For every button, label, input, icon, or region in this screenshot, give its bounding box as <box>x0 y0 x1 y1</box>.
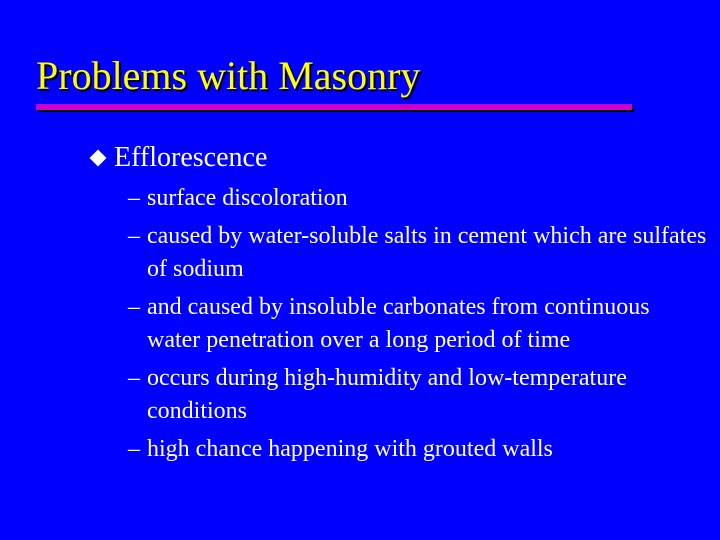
subitem-text: occurs during high-humidity and low-temperature conditions <box>147 364 627 424</box>
subitem <box>128 291 708 358</box>
subitem <box>128 362 708 429</box>
subitem-text: and caused by insoluble carbonates from continuous water penetration over a long period of time <box>147 293 650 353</box>
subitem-list <box>128 182 708 470</box>
subitem <box>128 220 708 287</box>
dash-icon: – <box>128 185 140 211</box>
diamond-bullet-icon <box>90 150 107 167</box>
slide-title: Problems with Masonry <box>36 53 421 98</box>
dash-icon: – <box>128 435 140 462</box>
subitem-text: caused by water-soluble salts in cement which are sulfates of sodium <box>147 222 707 282</box>
dash-icon: – <box>128 222 140 249</box>
subitem-text: high chance happening with grouted walls <box>147 435 553 462</box>
subitem <box>128 433 708 467</box>
main-bullet <box>88 141 267 175</box>
dash-icon: – <box>128 293 140 320</box>
subitem <box>128 182 708 216</box>
subitem-text: surface discoloration <box>147 185 348 211</box>
dash-icon: – <box>128 364 140 391</box>
main-bullet-text: Efflorescence <box>114 142 268 173</box>
title-underline <box>36 104 632 110</box>
